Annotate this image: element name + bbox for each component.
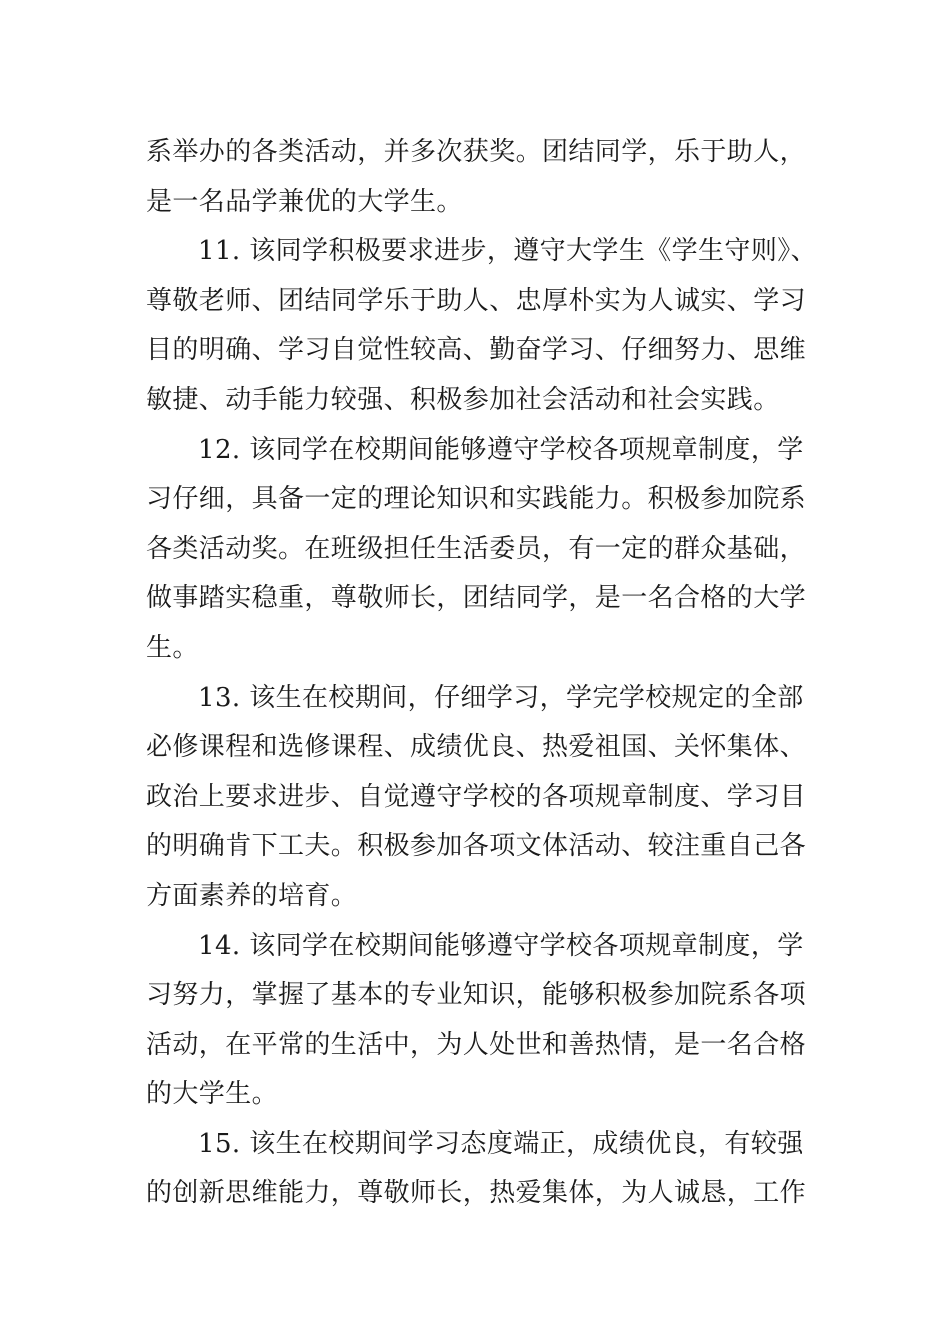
paragraph-12-start: 12. 该同学在校期间能够遵守学校各项规章制度，学 [198, 434, 804, 465]
text-line: 敏捷、动手能力较强、积极参加社会活动和社会实践。 [146, 384, 780, 415]
text-line: 的创新思维能力，尊敬师长，热爱集体，为人诚恳，工作 [146, 1178, 807, 1209]
text-line: 各类活动奖。在班级担任生活委员，有一定的群众基础， [146, 533, 807, 564]
text-line: 系举办的各类活动，并多次获奖。团结同学，乐于助人， [146, 137, 807, 167]
text-line: 生。 [146, 632, 199, 663]
paragraph-15-start: 15. 该生在校期间学习态度端正，成绩优良，有较强 [198, 1128, 804, 1159]
paragraph-13-start: 13. 该生在校期间，仔细学习，学完学校规定的全部 [198, 682, 804, 713]
text-line: 必修课程和选修课程、成绩优良、热爱祖国、关怀集体、 [146, 732, 807, 763]
text-line: 目的明确、学习自觉性较高、勤奋学习、仔细努力、思维 [146, 335, 807, 366]
text-line: 方面素养的培育。 [146, 880, 358, 911]
paragraph-11-start: 11. 该同学积极要求进步，遵守大学生《学生守则》、 [198, 236, 818, 267]
text-line: 习努力，掌握了基本的专业知识，能够积极参加院系各项 [146, 980, 807, 1011]
text-line: 政治上要求进步、自觉遵守学校的各项规章制度、学习目 [146, 781, 807, 812]
text-line: 的明确肯下工夫。积极参加各项文体活动、较注重自己各 [146, 831, 807, 862]
text-line: 是一名品学兼优的大学生。 [146, 186, 463, 217]
text-line: 做事踏实稳重，尊敬师长，团结同学，是一名合格的大学 [146, 583, 807, 614]
text-line: 的大学生。 [146, 1079, 279, 1110]
paragraph-14-start: 14. 该同学在校期间能够遵守学校各项规章制度，学 [198, 930, 804, 961]
text-line: 习仔细，具备一定的理论知识和实践能力。积极参加院系 [146, 484, 807, 515]
document-body [146, 128, 816, 1219]
text-line: 尊敬老师、团结同学乐于助人、忠厚朴实为人诚实、学习 [146, 285, 807, 316]
text-line: 活动，在平常的生活中，为人处世和善热情，是一名合格 [146, 1029, 807, 1060]
